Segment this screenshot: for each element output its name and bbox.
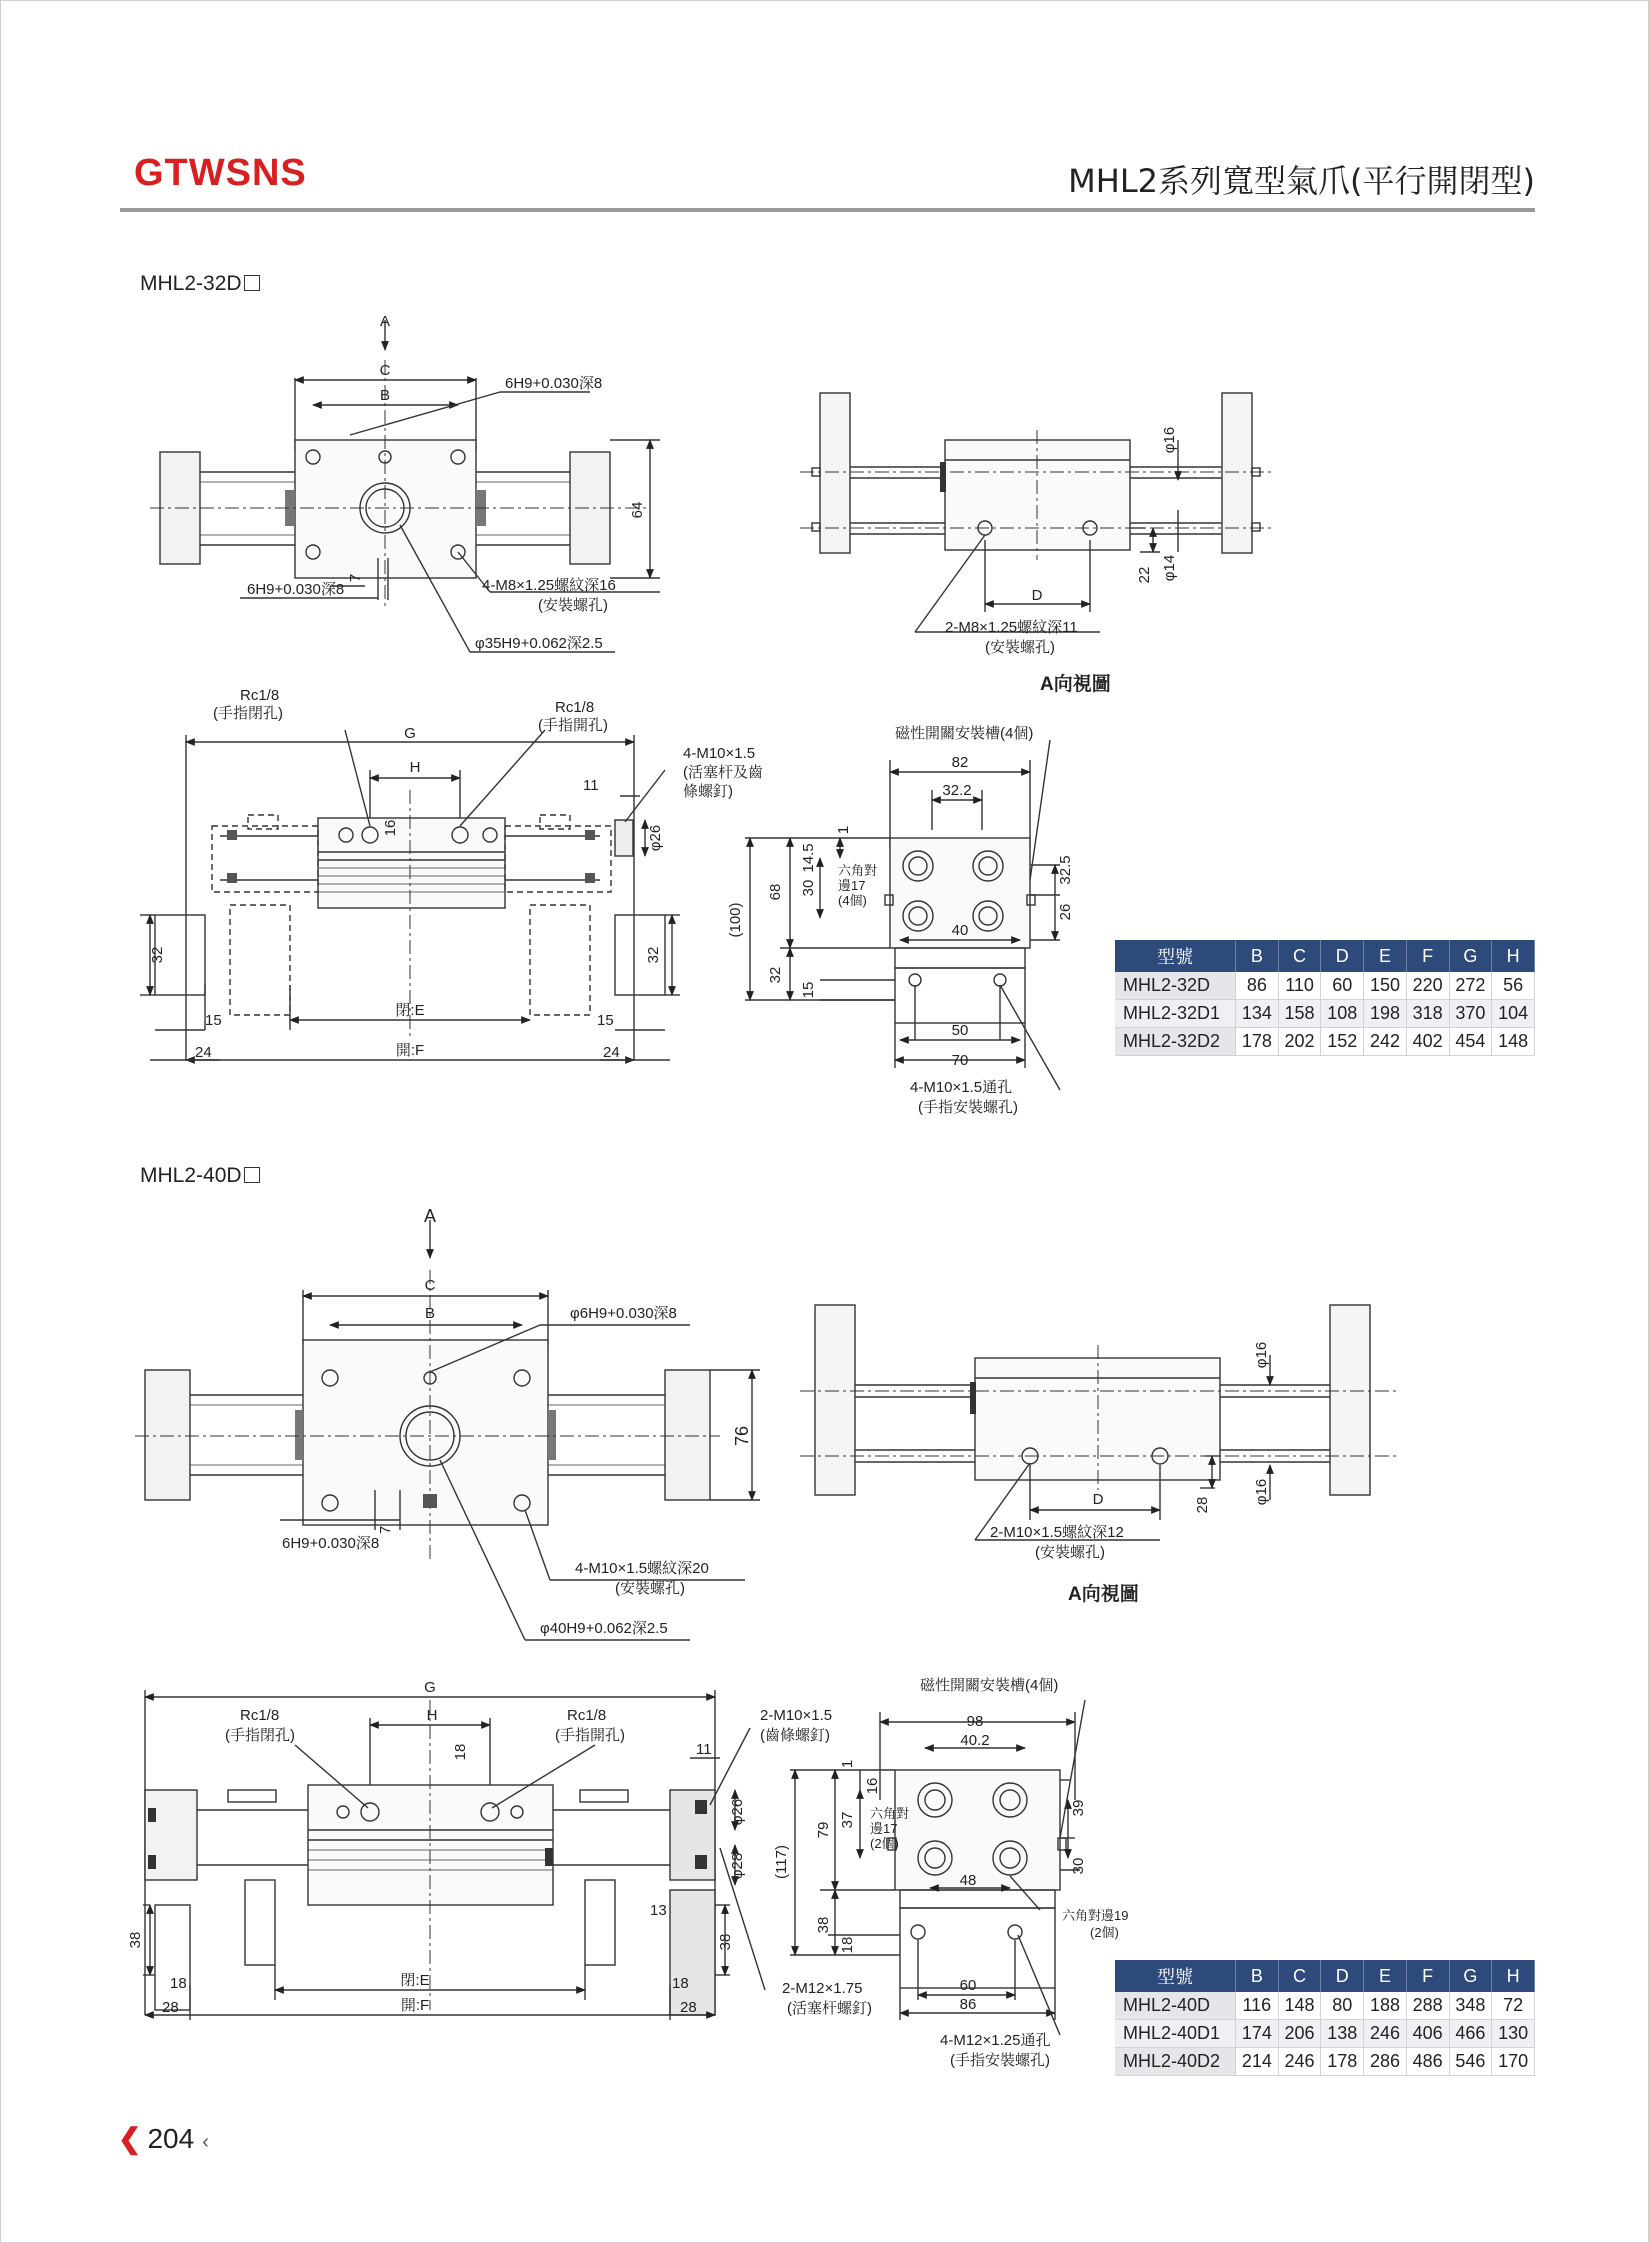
table-header-cell: H: [1492, 1960, 1535, 1992]
table-cell: 466: [1449, 2020, 1492, 2048]
table-header-cell: C: [1278, 1960, 1321, 1992]
label-rod-sub2-32: 條螺釘): [683, 783, 733, 800]
table-cell: 246: [1364, 2020, 1407, 2048]
label-18-40: 18: [452, 1743, 469, 1761]
table-header-cell: E: [1364, 940, 1407, 972]
label-atap-32: 2-M8×1.25螺紋深11: [945, 619, 1078, 636]
chevron-left-icon: ❮: [118, 2123, 142, 2154]
table-cell: 348: [1449, 1992, 1492, 2020]
label-18r-40: 18: [672, 1975, 689, 1992]
label-c-40: C: [424, 1277, 436, 1294]
label-thru-32: 4-M10×1.5通孔: [910, 1079, 1013, 1096]
label-dowel-top-32: 6H9+0.030深8: [505, 375, 603, 392]
label-7-32: 7: [347, 573, 364, 583]
label-atap-sub-32: (安裝螺孔): [985, 639, 1055, 656]
label-37: 37: [839, 1811, 856, 1829]
label-32-end: 32: [767, 966, 784, 984]
table-cell: MHL2-40D2: [1115, 2048, 1236, 2076]
table-cell: 148: [1278, 1992, 1321, 2020]
table-cell: MHL2-32D1: [1115, 1000, 1236, 1028]
table-cell: 116: [1236, 1992, 1279, 2020]
top-view-40: [135, 1220, 760, 1640]
table-cell: 198: [1364, 1000, 1407, 1028]
label-402: 40.2: [960, 1732, 990, 1749]
table-cell: 214: [1236, 2048, 1279, 2076]
label-26-end: 26: [1057, 903, 1074, 921]
table-cell: 138: [1321, 2020, 1364, 2048]
table-cell: 104: [1492, 1000, 1535, 1028]
label-close-e-32: 閉:E: [395, 1002, 425, 1019]
table-cell: MHL2-32D: [1115, 972, 1236, 1000]
label-g-40: G: [424, 1679, 436, 1696]
label-dowel-top-40: φ6H9+0.030深8: [570, 1305, 677, 1322]
label-piston-40: 2-M12×1.75: [782, 1980, 863, 1997]
label-16-40: 16: [864, 1777, 881, 1795]
label-7-40: 7: [377, 1525, 394, 1535]
label-phi28-40: φ28: [729, 1852, 746, 1880]
label-82: 82: [951, 754, 969, 771]
label-322: 32.2: [942, 782, 972, 799]
table-cell: 318: [1406, 1000, 1449, 1028]
table-cell: 152: [1321, 1028, 1364, 1056]
table-cell: 108: [1321, 1000, 1364, 1028]
table-cell: MHL2-32D2: [1115, 1028, 1236, 1056]
label-rc-left-40: Rc1/8: [240, 1707, 280, 1724]
table-cell: 56: [1492, 972, 1535, 1000]
label-48: 48: [959, 1872, 977, 1889]
table-cell: 370: [1449, 1000, 1492, 1028]
table-cell: 60: [1321, 972, 1364, 1000]
table-cell: 286: [1364, 2048, 1407, 2076]
table-cell: 246: [1278, 2048, 1321, 2076]
label-bore-40: φ40H9+0.062深2.5: [540, 1620, 668, 1637]
table-cell: 202: [1278, 1028, 1321, 1056]
spec-table-32: [1115, 940, 1535, 1056]
table-row: [1115, 1028, 1535, 1056]
table-cell: 174: [1236, 2020, 1279, 2048]
label-mount-40: 4-M10×1.5螺紋深20: [575, 1560, 709, 1577]
table-header-row: [1115, 1960, 1535, 1992]
label-rc-left-sub-40: (手指閉孔): [225, 1727, 295, 1744]
label-b-32: B: [379, 387, 391, 404]
model-label-32: MHL2-32D: [140, 272, 260, 296]
table-header-cell: C: [1278, 940, 1321, 972]
label-30-32: 30: [800, 879, 817, 897]
label-28l-40: 28: [162, 1999, 179, 2016]
label-rod-32: 4-M10×1.5: [683, 745, 756, 762]
table-cell: 178: [1236, 1028, 1279, 1056]
table-cell: 288: [1406, 1992, 1449, 2020]
label-close-e-40: 閉:E: [400, 1972, 430, 1989]
a-view-caption-40: A向視圖: [1068, 1584, 1139, 1605]
label-rack-40: 2-M10×1.5: [760, 1707, 833, 1724]
label-hex19-sub-40: (2個): [1090, 1925, 1119, 1940]
label-98: 98: [966, 1713, 984, 1730]
label-30-40: 30: [1070, 1857, 1087, 1875]
table-header-cell: B: [1236, 940, 1279, 972]
label-rc-left-32: Rc1/8: [240, 687, 280, 704]
label-b-40: B: [424, 1305, 436, 1322]
label-rc-right-32: Rc1/8: [555, 699, 595, 716]
label-atap-sub-40: (安裝螺孔): [1035, 1544, 1105, 1561]
chevron-small-icon: ‹: [202, 2131, 209, 2153]
table-cell: 72: [1492, 1992, 1535, 2020]
label-thru-40: 4-M12×1.25通孔: [940, 2032, 1051, 2049]
end-view-32: [745, 740, 1060, 1090]
label-d-32: D: [1031, 587, 1043, 604]
label-68: 68: [767, 883, 784, 901]
page-number-text: 204: [147, 2123, 195, 2154]
table-row: [1115, 2048, 1535, 2076]
table-header-cell: H: [1492, 940, 1535, 972]
table-row: [1115, 2020, 1535, 2048]
label-bore-32: φ35H9+0.062深2.5: [475, 635, 603, 652]
label-phi16b-40: φ16: [1253, 1478, 1270, 1506]
label-38r: 38: [717, 1933, 734, 1951]
label-hex-40: 六角對: [870, 1806, 910, 1821]
table-cell: 454: [1449, 1028, 1492, 1056]
label-rod-sub1-32: (活塞杆及齒: [683, 764, 763, 781]
label-rc-right-sub-32: (手指開孔): [538, 717, 608, 734]
table-header-cell: B: [1236, 1960, 1279, 1992]
table-cell: 130: [1492, 2020, 1535, 2048]
page-number: [118, 2122, 209, 2155]
spec-table-40: [1115, 1960, 1535, 2076]
label-13-40: 13: [650, 1902, 667, 1919]
table-row: [1115, 972, 1535, 1000]
label-50-32: 50: [951, 1022, 969, 1039]
table-header-row: [1115, 940, 1535, 972]
label-18-end: 18: [839, 1936, 856, 1954]
label-79: 79: [815, 1821, 832, 1839]
label-hex3-40: (2個): [870, 1836, 899, 1851]
label-rc-left-sub-32: (手指閉孔): [213, 705, 283, 722]
label-h-40: H: [426, 1707, 438, 1724]
table-header-cell: D: [1321, 1960, 1364, 1992]
table-cell: MHL2-40D: [1115, 1992, 1236, 2020]
label-325: 32.5: [1057, 855, 1074, 885]
table-row: [1115, 1992, 1535, 2020]
label-24l-32: 24: [195, 1044, 212, 1061]
label-dowel-left-32: 6H9+0.030深8: [247, 581, 345, 598]
table-row: [1115, 1000, 1535, 1028]
label-38l: 38: [127, 1931, 144, 1949]
table-cell: 158: [1278, 1000, 1321, 1028]
label-d-40: D: [1092, 1491, 1104, 1508]
label-1-32: 1: [835, 825, 852, 835]
label-15r-32: 15: [597, 1012, 614, 1029]
label-a-32: A: [379, 313, 391, 330]
label-16-32: 16: [382, 819, 399, 837]
label-60: 60: [959, 1977, 977, 1994]
label-phi26-32: φ26: [647, 824, 664, 852]
label-thru-sub-32: (手指安裝螺孔): [918, 1099, 1018, 1116]
label-15-end: 15: [800, 981, 817, 999]
table-cell: 546: [1449, 2048, 1492, 2076]
label-11-32: 11: [583, 777, 599, 794]
label-phi26-40: φ26: [729, 1798, 746, 1826]
a-view-caption-32: A向視圖: [1040, 674, 1111, 695]
label-15l-32: 15: [205, 1012, 222, 1029]
table-cell: 406: [1406, 2020, 1449, 2048]
label-86: 86: [959, 1996, 977, 2013]
label-mount-32: 4-M8×1.25螺紋深16: [482, 577, 616, 594]
table-cell: 150: [1364, 972, 1407, 1000]
table-cell: 178: [1321, 2048, 1364, 2076]
label-24r-32: 24: [603, 1044, 620, 1061]
label-38-end: 38: [815, 1916, 832, 1934]
label-a-40: A: [423, 1206, 437, 1226]
label-76: 76: [732, 1425, 752, 1447]
table-cell: 242: [1364, 1028, 1407, 1056]
table-cell: 220: [1406, 972, 1449, 1000]
page-title: MHL2系列寬型氣爪(平行開閉型): [1068, 162, 1535, 200]
table-cell: 134: [1236, 1000, 1279, 1028]
table-header-cell: 型號: [1115, 940, 1236, 972]
label-1-40: 1: [839, 1759, 856, 1769]
label-22-32: 22: [1136, 566, 1153, 584]
label-switch-40: 磁性開關安裝槽(4個): [920, 1677, 1059, 1694]
label-70-32: 70: [951, 1052, 969, 1069]
label-11-40: 11: [696, 1741, 712, 1758]
table-header-cell: G: [1449, 940, 1492, 972]
table-header-cell: E: [1364, 1960, 1407, 1992]
table-cell: 188: [1364, 1992, 1407, 2020]
label-open-f-32: 開:F: [395, 1042, 425, 1059]
label-phi16a-40: φ16: [1253, 1341, 1270, 1369]
label-mount-sub-32: (安裝螺孔): [538, 597, 608, 614]
table-header-cell: G: [1449, 1960, 1492, 1992]
label-18l-40: 18: [170, 1975, 187, 1992]
table-cell: 110: [1278, 972, 1321, 1000]
label-h-32: H: [409, 759, 421, 776]
label-mount-sub-40: (安裝螺孔): [615, 1580, 685, 1597]
label-rc-right-sub-40: (手指開孔): [555, 1727, 625, 1744]
label-100: (100): [727, 902, 744, 938]
label-32l: 32: [149, 946, 166, 964]
label-g-32: G: [404, 725, 416, 742]
label-atap-40: 2-M10×1.5螺紋深12: [990, 1524, 1124, 1541]
table-cell: 80: [1321, 1992, 1364, 2020]
table-header-cell: F: [1406, 1960, 1449, 1992]
label-rc-right-40: Rc1/8: [567, 1707, 607, 1724]
label-switch-32: 磁性開關安裝槽(4個): [895, 725, 1034, 742]
table-cell: 486: [1406, 2048, 1449, 2076]
table-cell: 402: [1406, 1028, 1449, 1056]
label-dowel-left-40: 6H9+0.030深8: [282, 1535, 380, 1552]
model-label-40: MHL2-40D: [140, 1164, 260, 1188]
table-cell: 206: [1278, 2020, 1321, 2048]
brand-logo: GTWSNS: [134, 152, 307, 194]
label-phi14-32: φ14: [1161, 554, 1178, 582]
table-header-cell: D: [1321, 940, 1364, 972]
table-cell: 148: [1492, 1028, 1535, 1056]
table-cell: 86: [1236, 972, 1279, 1000]
label-rack-sub-40: (齒條螺釘): [760, 1727, 830, 1744]
table-cell: 170: [1492, 2048, 1535, 2076]
table-cell: 272: [1449, 972, 1492, 1000]
label-28r-40: 28: [680, 1999, 697, 2016]
label-32r: 32: [645, 946, 662, 964]
label-hex19-40: 六角對邊19: [1062, 1908, 1129, 1923]
label-thru-sub-40: (手指安裝螺孔): [950, 2052, 1050, 2069]
label-hex2-40: 邊17: [870, 1821, 898, 1836]
label-40-32: 40: [951, 922, 969, 939]
label-open-f-40: 開:F: [400, 1997, 430, 2014]
label-hex2-32: 邊17: [838, 878, 866, 893]
label-28-40: 28: [1194, 1496, 1211, 1514]
table-header-cell: 型號: [1115, 1960, 1236, 1992]
label-hex3-32: (4個): [838, 893, 867, 908]
label-39: 39: [1070, 1799, 1087, 1817]
label-piston-sub-40: (活塞杆螺釘): [787, 2000, 872, 2017]
label-117: (117): [773, 1845, 790, 1879]
label-64: 64: [629, 501, 646, 519]
label-phi16-32: φ16: [1161, 426, 1178, 454]
label-145-32: 14.5: [800, 843, 817, 873]
table-cell: MHL2-40D1: [1115, 2020, 1236, 2048]
label-hex-32: 六角對: [838, 863, 878, 878]
label-c-32: C: [379, 362, 391, 379]
table-header-cell: F: [1406, 940, 1449, 972]
